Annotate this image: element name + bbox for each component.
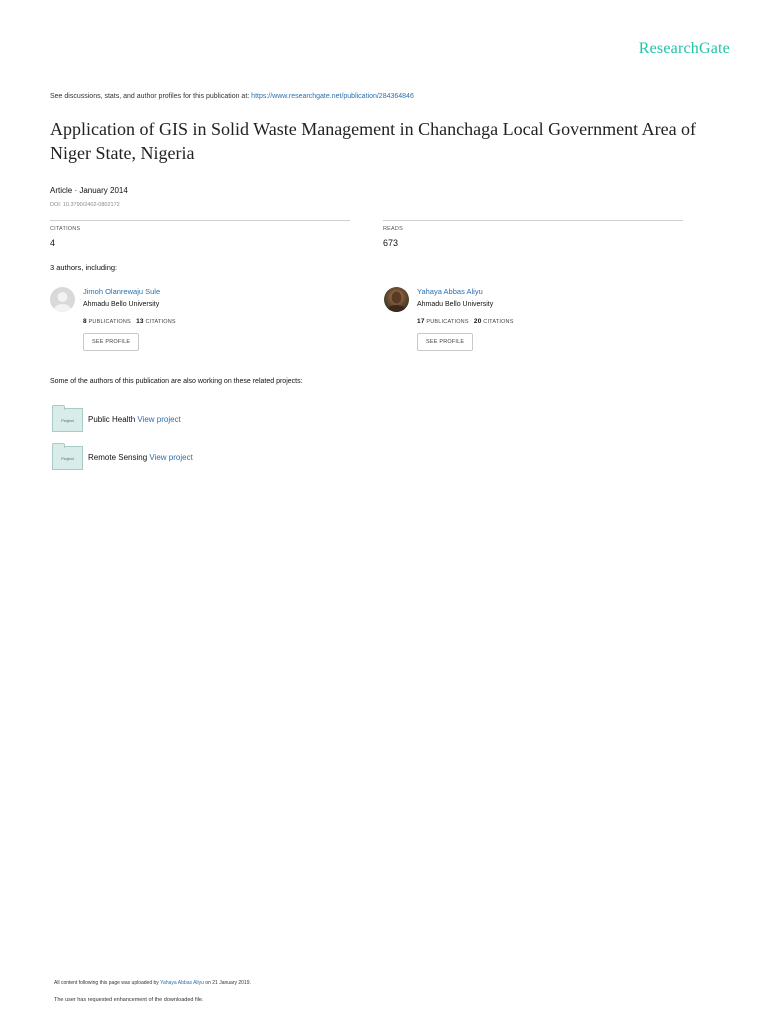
author-card xyxy=(384,287,684,357)
article-type-date: Article · January 2014 xyxy=(50,186,128,195)
view-project-link[interactable]: View project xyxy=(137,415,181,424)
upload-note xyxy=(54,980,251,986)
publications-label: PUBLICATIONS xyxy=(426,319,469,325)
project-icon-label: Project xyxy=(61,456,74,461)
enhancement-note: The user has requested enhancement of the downloaded file. xyxy=(54,997,204,1003)
author-card xyxy=(50,287,350,357)
see-profile-button[interactable]: SEE PROFILE xyxy=(83,333,139,351)
project-folder-icon[interactable] xyxy=(52,408,83,432)
discussion-text: See discussions, stats, and author profiles for this publication at: xyxy=(50,93,252,100)
discussion-line xyxy=(50,93,414,100)
authors-heading: 3 authors, including: xyxy=(50,263,118,272)
project-folder-icon[interactable] xyxy=(52,446,83,470)
upload-suffix: on 21 January 2019. xyxy=(203,980,251,986)
uploader-link[interactable]: Yahaya Abbas Aliyu xyxy=(160,980,204,986)
avatar[interactable] xyxy=(384,287,409,312)
author-name-link[interactable]: Yahaya Abbas Aliyu xyxy=(417,287,483,296)
project-text xyxy=(88,453,193,462)
author-stats xyxy=(83,318,176,325)
author-citations-label: CITATIONS xyxy=(483,319,514,325)
upload-prefix: All content following this page was uploaded by xyxy=(54,980,161,986)
avatar[interactable] xyxy=(50,287,75,312)
project-item xyxy=(50,446,350,472)
citations-divider xyxy=(50,220,350,221)
reads-label: READS xyxy=(383,226,403,232)
project-text xyxy=(88,415,181,424)
project-name: Remote Sensing xyxy=(88,453,148,462)
author-photo-icon xyxy=(384,287,409,312)
author-citations-label: CITATIONS xyxy=(145,319,176,325)
reads-divider xyxy=(383,220,683,221)
default-avatar-icon xyxy=(50,287,75,312)
citations-value: 4 xyxy=(50,238,56,248)
author-citations-count: 13 xyxy=(136,318,144,325)
see-profile-button[interactable]: SEE PROFILE xyxy=(417,333,473,351)
project-item xyxy=(50,408,350,434)
project-icon-label: Project xyxy=(61,418,74,423)
publications-count: 17 xyxy=(417,318,425,325)
reads-value: 673 xyxy=(383,238,399,248)
related-projects-heading: Some of the authors of this publication are also working on these related projects: xyxy=(50,378,303,385)
doi-text: DOI: 10.3790/2402-0802172 xyxy=(50,202,120,208)
author-citations-count: 20 xyxy=(473,318,482,325)
publications-label: PUBLICATIONS xyxy=(88,319,131,325)
author-institution: Ahmadu Bello University xyxy=(83,301,160,308)
project-name: Public Health xyxy=(88,415,136,424)
publication-title: Application of GIS in Solid Waste Management in Chanchaga Local Government Area of Niger State, Nigeria xyxy=(50,119,697,163)
researchgate-logo[interactable]: ResearchGate xyxy=(638,40,730,57)
citations-label: CITATIONS xyxy=(50,226,81,232)
author-stats xyxy=(417,318,514,325)
publication-url-link[interactable]: https://www.researchgate.net/publication/284364846 xyxy=(251,93,414,100)
author-name-link[interactable]: Jimoh Olanrewaju Sule xyxy=(83,287,161,296)
publications-count: 8 xyxy=(83,318,87,325)
view-project-link[interactable]: View project xyxy=(149,453,193,462)
author-institution: Ahmadu Bello University xyxy=(417,301,494,308)
